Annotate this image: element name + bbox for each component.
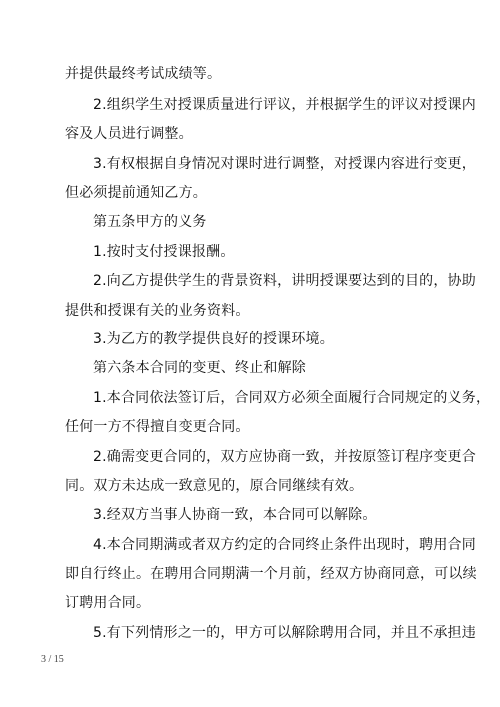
page-number: 3 / 15 bbox=[41, 654, 64, 665]
paragraph-line: 并提供最终考试成绩等。 bbox=[65, 66, 222, 82]
paragraph-line: 提供和授课有关的业务资料。 bbox=[65, 303, 250, 319]
paragraph-line: 1.本合同依法签订后，合同双方必须全面履行合同规定的义务， bbox=[93, 390, 491, 406]
paragraph-line: 4.本合同期满或者双方约定的合同终止条件出现时，聘用合同 bbox=[93, 537, 476, 553]
paragraph-line: 即自行终止。在聘用合同期满一个月前，经双方协商同意，可以续 bbox=[65, 566, 477, 582]
paragraph-line: 3.有权根据自身情况对课时进行调整，对授课内容进行变更， bbox=[93, 156, 476, 172]
paragraph-line: 2.向乙方提供学生的背景资料，讲明授课要达到的目的，协助 bbox=[93, 273, 476, 289]
paragraph-line: 容及人员进行调整。 bbox=[65, 126, 193, 142]
section-heading: 第五条甲方的义务 bbox=[93, 214, 207, 230]
section-heading: 第六条本合同的变更、终止和解除 bbox=[93, 360, 306, 376]
paragraph-line: 1.按时支付授课报酬。 bbox=[93, 244, 235, 260]
paragraph-line: 但必须提前通知乙方。 bbox=[65, 185, 207, 201]
paragraph-line: 同。双方未达成一致意见的，原合同继续有效。 bbox=[65, 478, 364, 494]
paragraph-line: 3.为乙方的教学提供良好的授课环境。 bbox=[93, 331, 334, 347]
paragraph-line: 任何一方不得擅自变更合同。 bbox=[65, 419, 250, 435]
paragraph-line: 5.有下列情形之一的，甲方可以解除聘用合同，并且不承担违 bbox=[93, 625, 476, 641]
paragraph-line: 3.经双方当事人协商一致，本合同可以解除。 bbox=[93, 507, 377, 523]
paragraph-line: 订聘用合同。 bbox=[65, 595, 151, 611]
paragraph-line: 2.组织学生对授课质量进行评议，并根据学生的评议对授课内 bbox=[93, 97, 476, 113]
paragraph-line: 2.确需变更合同的，双方应协商一致，并按原签订程序变更合 bbox=[93, 449, 476, 465]
